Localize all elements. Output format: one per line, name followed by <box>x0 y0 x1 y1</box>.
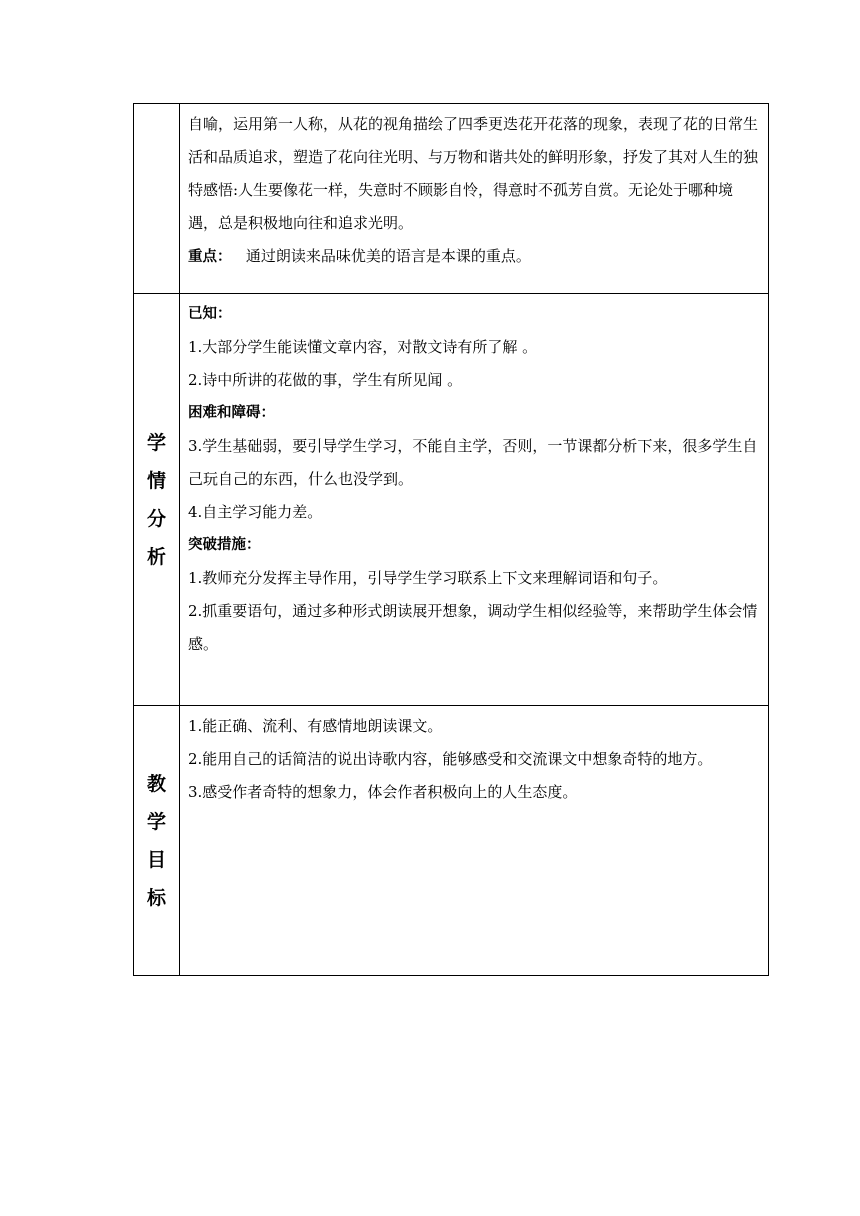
goal-item: 2.能用自己的话简洁的说出诗歌内容，能够感受和交流课文中想象奇特的地方。 <box>188 750 713 768</box>
measures-item: 2.抓重要语句，通过多种形式朗读展开想象，调动学生相似经验等，来帮助学生体会情感。 <box>188 602 758 653</box>
goals-content-cell <box>180 706 769 976</box>
key-point-label: 重点： <box>188 249 232 265</box>
difficulty-item: 3.学生基础弱，要引导学生学习，不能自主学，否则，一节课都分析下来，很多学生自己玩自己的东西，什么也没学到。 <box>188 437 758 488</box>
analysis-label <box>147 424 166 576</box>
key-point-text: 通过朗读来品味优美的语言是本课的重点。 <box>245 247 531 265</box>
analysis-content-cell <box>180 294 769 706</box>
intro-paragraph: 自喻，运用第一人称，从花的视角描绘了四季更迭花开花落的现象，表现了花的日常生活和品质追求，塑造了花向往光明、与万物和谐共处的鲜明形象，抒发了其对人生的独特感悟:人生要像花一样，失意时不顾影自怜，得意时不孤芳自赏。无论处于哪种境遇，总是积极地向往和追求光明。 <box>188 115 759 232</box>
intro-row <box>134 104 769 294</box>
goals-row <box>134 706 769 976</box>
goals-label-char: 学 <box>146 810 166 833</box>
goals-label-char: 目 <box>146 848 166 871</box>
goal-item: 3.感受作者奇特的想象力，体会作者积极向上的人生态度。 <box>188 783 578 801</box>
measures-heading: 突破措施： <box>188 537 261 553</box>
known-item: 1.大部分学生能读懂文章内容，对散文诗有所了解 。 <box>188 338 538 356</box>
difficulty-heading: 困难和障碍： <box>188 405 275 421</box>
measures-item: 1.教师充分发挥主导作用，引导学生学习联系上下文来理解词语和句子。 <box>188 569 668 587</box>
goal-item: 1.能正确、流利、有感情地朗读课文。 <box>188 717 443 735</box>
goals-label-char: 教 <box>146 772 166 795</box>
goals-label-char: 标 <box>146 886 166 909</box>
analysis-label-char: 析 <box>146 545 166 568</box>
key-point <box>188 240 762 274</box>
goals-label-cell <box>134 706 180 976</box>
intro-content-cell <box>180 104 769 294</box>
lesson-plan-table <box>133 103 769 976</box>
intro-label-cell <box>134 104 180 294</box>
analysis-label-char: 情 <box>146 469 166 492</box>
analysis-label-cell <box>134 294 180 706</box>
analysis-row <box>134 294 769 706</box>
known-heading: 已知： <box>188 306 232 322</box>
analysis-label-char: 分 <box>146 507 166 530</box>
analysis-label-char: 学 <box>146 431 166 454</box>
goals-label <box>147 765 166 917</box>
known-item: 2.诗中所讲的花做的事，学生有所见闻 。 <box>188 371 463 389</box>
difficulty-item: 4.自主学习能力差。 <box>188 503 323 521</box>
